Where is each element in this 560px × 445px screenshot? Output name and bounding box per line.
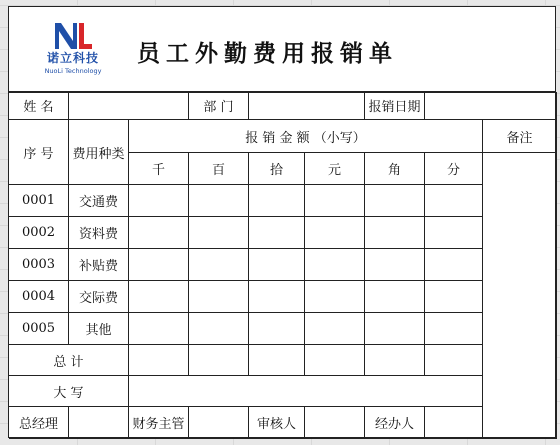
amount-cell[interactable]: [249, 217, 305, 249]
row-category: 资料费: [69, 217, 129, 249]
amount-cell[interactable]: [189, 185, 249, 217]
row-category: 交通费: [69, 185, 129, 217]
general-manager-field[interactable]: [69, 407, 129, 439]
amount-cell[interactable]: [129, 249, 189, 281]
amount-cell[interactable]: [425, 249, 483, 281]
row-seq: 0005: [9, 313, 69, 345]
row-category: 交际费: [69, 281, 129, 313]
amount-cell[interactable]: [305, 185, 365, 217]
row-category: 其他: [69, 313, 129, 345]
name-label: 姓 名: [9, 92, 69, 120]
amount-cell[interactable]: [365, 281, 425, 313]
unit-header: 分: [425, 153, 483, 185]
total-amount-cell[interactable]: [305, 345, 365, 376]
auditor-field[interactable]: [305, 407, 365, 439]
unit-header: 拾: [249, 153, 305, 185]
amount-cell[interactable]: [129, 313, 189, 345]
form-header: [9, 7, 555, 92]
general-manager-label: 总经理: [9, 407, 69, 439]
logo-name-en: NuoLi Technology: [44, 67, 102, 75]
amount-cell[interactable]: [249, 313, 305, 345]
row-category: 补贴费: [69, 249, 129, 281]
amount-cell[interactable]: [305, 217, 365, 249]
logo-name-cn: 诺立科技: [46, 51, 99, 65]
row-seq: 0004: [9, 281, 69, 313]
amount-cell[interactable]: [249, 281, 305, 313]
total-amount-cell[interactable]: [129, 345, 189, 376]
amount-cell[interactable]: [189, 249, 249, 281]
row-seq: 0002: [9, 217, 69, 249]
department-field[interactable]: [249, 92, 365, 120]
row-seq: 0001: [9, 185, 69, 217]
remark-field[interactable]: [483, 153, 557, 439]
amount-header: 报 销 金 额 （小写）: [129, 120, 483, 153]
company-logo: [33, 17, 113, 77]
amount-cell[interactable]: [365, 217, 425, 249]
finance-supervisor-label: 财务主管: [129, 407, 189, 439]
total-amount-cell[interactable]: [365, 345, 425, 376]
handler-field[interactable]: [425, 407, 483, 439]
amount-cell[interactable]: [425, 313, 483, 345]
unit-header: 角: [365, 153, 425, 185]
amount-cell[interactable]: [425, 217, 483, 249]
unit-header: 元: [305, 153, 365, 185]
amount-cell[interactable]: [129, 281, 189, 313]
finance-supervisor-field[interactable]: [189, 407, 249, 439]
date-label: 报销日期: [365, 92, 425, 120]
amount-cell[interactable]: [305, 281, 365, 313]
handler-label: 经办人: [365, 407, 425, 439]
amount-cell[interactable]: [365, 249, 425, 281]
total-amount-cell[interactable]: [249, 345, 305, 376]
name-field[interactable]: [69, 92, 189, 120]
amount-cell[interactable]: [249, 185, 305, 217]
amount-cell[interactable]: [365, 313, 425, 345]
unit-header: 百: [189, 153, 249, 185]
amount-cell[interactable]: [189, 281, 249, 313]
amount-cell[interactable]: [189, 313, 249, 345]
amount-cell[interactable]: [129, 185, 189, 217]
department-label: 部 门: [189, 92, 249, 120]
row-seq: 0003: [9, 249, 69, 281]
amount-cell[interactable]: [129, 217, 189, 249]
expense-form: [8, 6, 556, 438]
total-amount-cell[interactable]: [189, 345, 249, 376]
seq-header: 序 号: [9, 120, 69, 185]
uppercase-field[interactable]: [129, 376, 483, 407]
total-label: 总 计: [9, 345, 129, 376]
remark-header: 备注: [483, 120, 557, 153]
amount-cell[interactable]: [425, 185, 483, 217]
auditor-label: 审核人: [249, 407, 305, 439]
category-header: 费用种类: [69, 120, 129, 185]
form-title: 员工外勤费用报销单: [137, 41, 398, 67]
unit-header: 千: [129, 153, 189, 185]
amount-cell[interactable]: [249, 249, 305, 281]
date-field[interactable]: [425, 92, 557, 120]
amount-cell[interactable]: [305, 313, 365, 345]
amount-cell[interactable]: [305, 249, 365, 281]
amount-cell[interactable]: [189, 217, 249, 249]
total-amount-cell[interactable]: [425, 345, 483, 376]
amount-cell[interactable]: [425, 281, 483, 313]
nl-logo-icon: [53, 19, 93, 51]
uppercase-label: 大 写: [9, 376, 129, 407]
amount-cell[interactable]: [365, 185, 425, 217]
